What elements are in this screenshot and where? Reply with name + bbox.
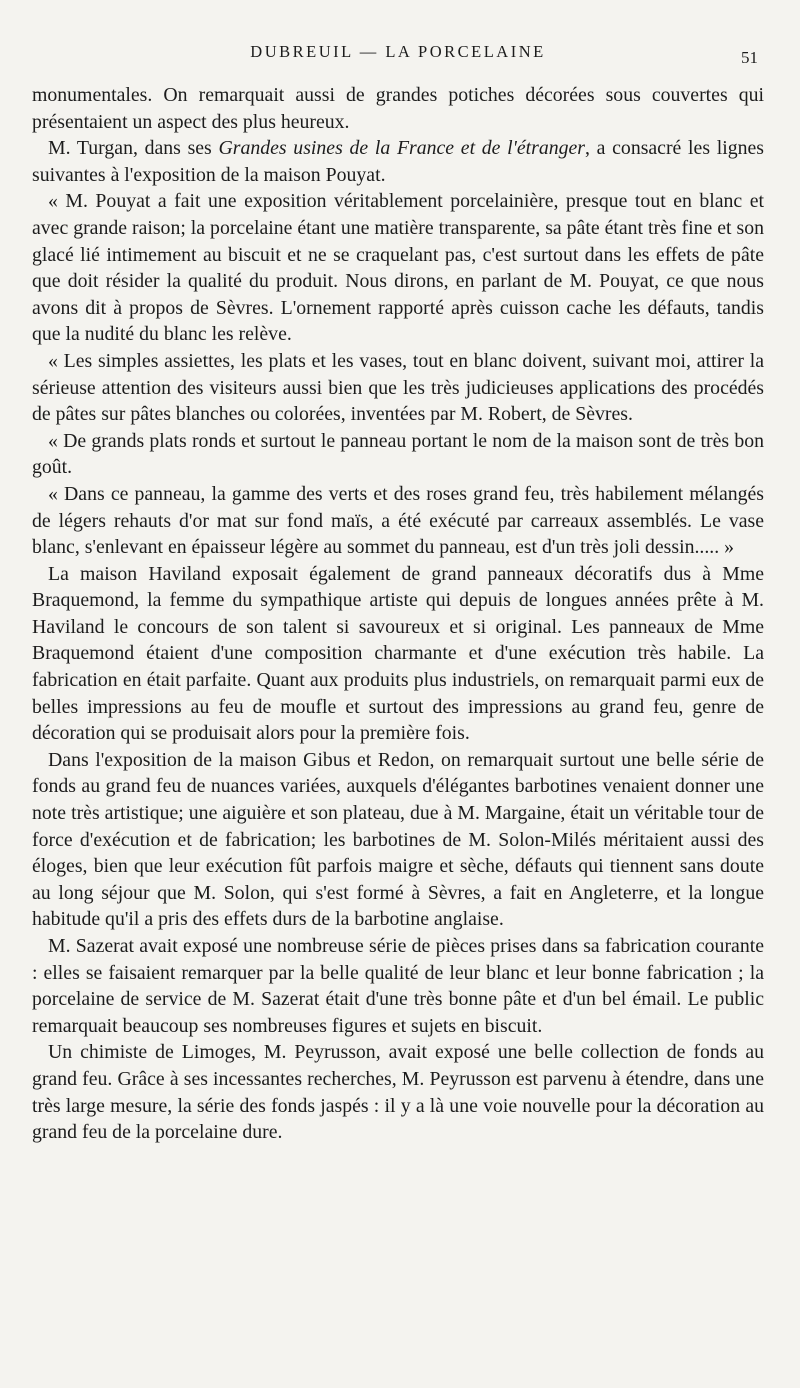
paragraph: monumentales. On remarquait aussi de grandes potiches décorées sous couvertes qui présentaient un aspect des plus heureux. [32, 84, 764, 133]
body-text [32, 82, 764, 1146]
paragraph-text: M. Turgan, dans ses [48, 137, 219, 160]
paragraph: La maison Haviland exposait également de grand panneaux décoratifs dus à Mme Braquemond, la femme du sympathique artiste qui depuis de longues années prête à M. Haviland le concours de son talent si savoureux et si original. Les panneaux de Mme Braquemond étaient d'une composition charmante et d'une exécution très habile. La fabrication en était parfaite. Quant aux produits plus industriels, on remarquait parmi eux de belles impressions au feu de moufle et surtout des impressions au grand feu, genre de décoration qui se produisait alors pour la première fois. [32, 562, 764, 745]
paragraph: « Les simples assiettes, les plats et les vases, tout en blanc doivent, suivant moi, attirer la sérieuse attention des visiteurs aussi bien que les très judicieuses applications des procédés de pâtes sur pâtes blanches ou colorées, inventées par M. Robert, de Sèvres. [32, 349, 764, 426]
paragraph: « M. Pouyat a fait une exposition véritablement porcelainière, presque tout en blanc et avec grande raison; la porcelaine étant une matière transparente, sa pâte étant très fine et son glacé lié intimement au biscuit et ne se craquelant pas, c'est surtout dans les effets de pâte que doit résider la qualité du produit. Nous dirons, en parlant de M. Pouyat, ce que nous avons dit à propos de Sèvres. L'ornement rapporté après cuisson cache les défauts, tandis que la nudité du blanc les relève. [32, 190, 764, 346]
running-header [32, 42, 764, 82]
book-title-italic: Grandes usines de la France et de l'étranger [218, 137, 585, 160]
paragraph: M. Sazerat avait exposé une nombreuse série de pièces prises dans sa fabrication courante : elles se faisaient remarquer par la belle qualité de leur blanc et leur bonne fabrication ; la porcelaine de service de M. Sazerat était d'une très bonne pâte et d'un bel émail. Le public remarquait beaucoup ses nombreuses figures et sujets en biscuit. [32, 935, 764, 1037]
paragraph: Un chimiste de Limoges, M. Peyrusson, avait exposé une belle collection de fonds au grand feu. Grâce à ses incessantes recherches, M. Peyrusson est parvenu à étendre, dans une très large mesure, la série des fonds jaspés : il y a là une voie nouvelle pour la décoration au grand feu de la porcelaine dure. [32, 1041, 764, 1144]
paragraph: Dans l'exposition de la maison Gibus et Redon, on remarquait surtout une belle série de fonds au grand feu de nuances variées, auxquels d'élégantes barbotines venaient donner une note très artistique; une aiguière et son plateau, due à M. Margaine, était un véritable tour de force d'exécution et de fabrication; les barbotines de M. Solon-Milés méritaient aussi des éloges, bien que leur exécution fût parfois maigre et sèche, défauts qui tiennent sans doute au long séjour que M. Solon, qui s'est formé à Sèvres, a fait en Angleterre, et la longue habitude qu'il a pris des effets durs de la barbotine anglaise. [32, 748, 764, 931]
running-title: DUBREUIL — LA PORCELAINE [250, 42, 546, 61]
paragraph-text: , a consacré les lignes suivantes à l'exposition de la maison Pouyat. [32, 137, 764, 186]
page-number: 51 [741, 48, 758, 67]
paragraph: « Dans ce panneau, la gamme des verts et des roses grand feu, très habilement mélangés de légers rehauts d'or mat sur fond maïs, a été exécuté par carreaux assemblés. Le vase blanc, s'enlevant en épaisseur légère au sommet du panneau, est d'un très joli dessin..... » [32, 482, 764, 559]
paragraph [32, 135, 764, 188]
paragraph: « De grands plats ronds et surtout le panneau portant le nom de la maison sont de très bon goût. [32, 429, 764, 479]
